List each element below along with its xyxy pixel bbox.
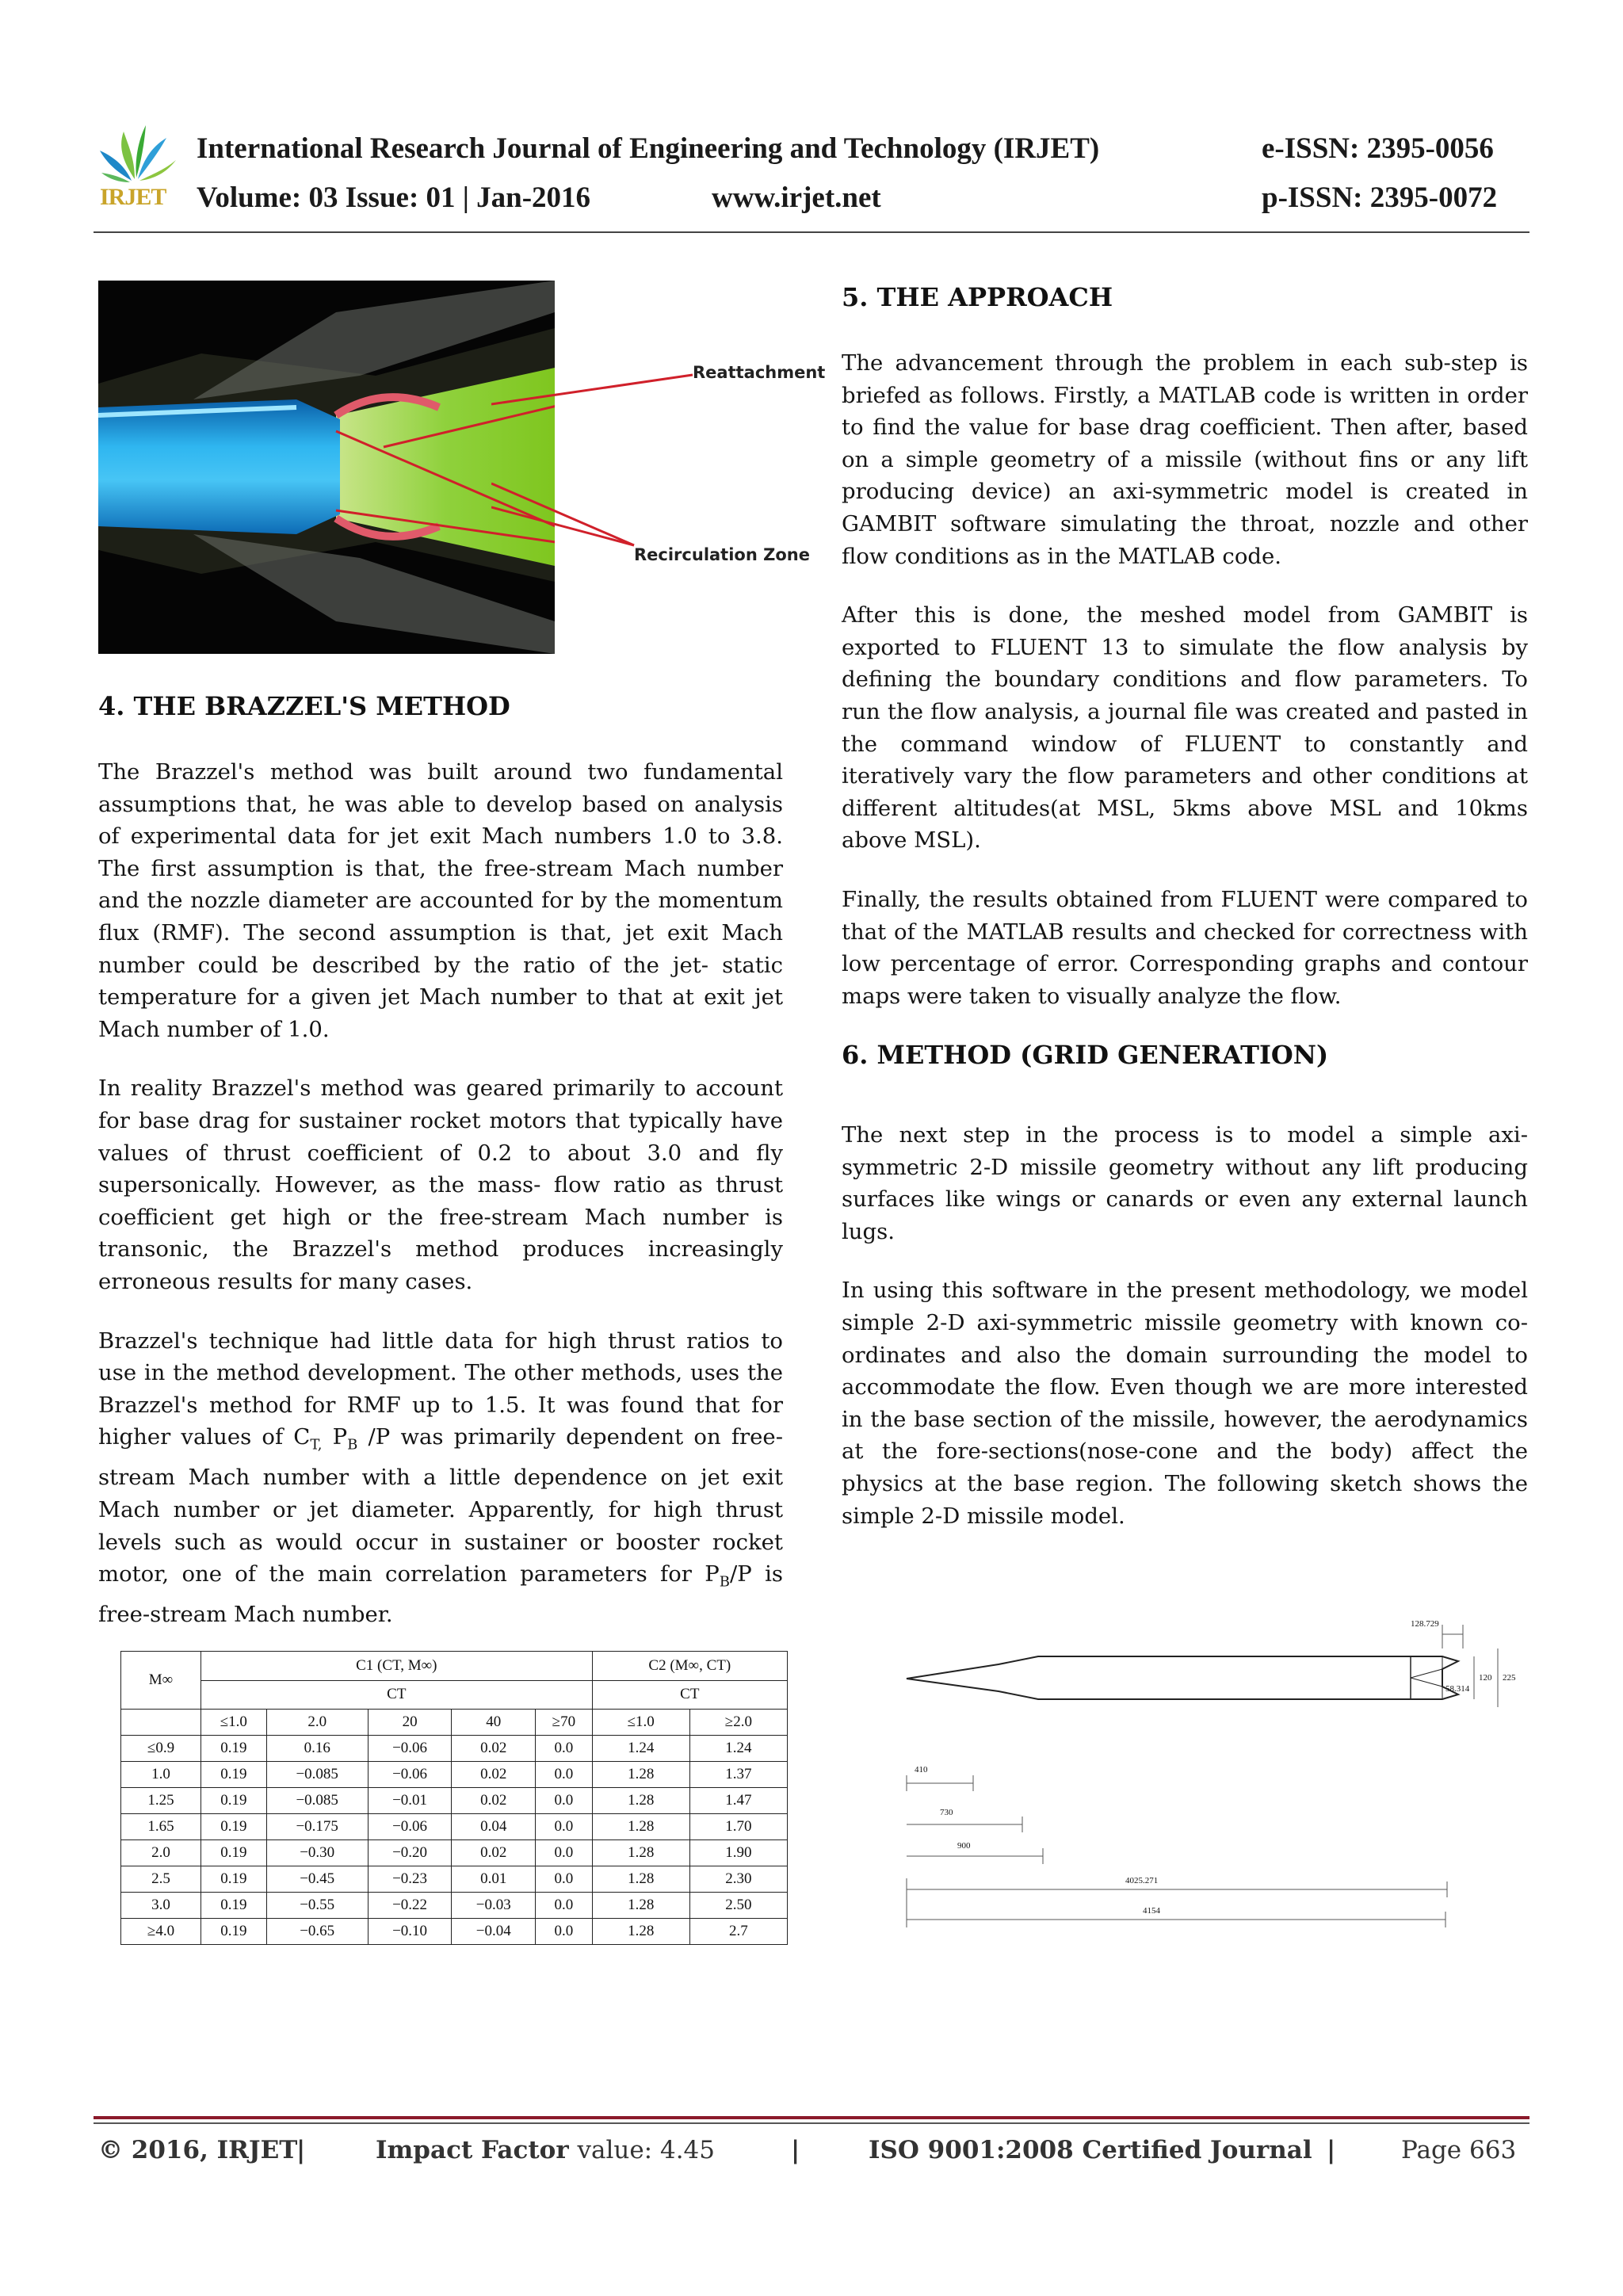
dim-label: 4025.271 xyxy=(1125,1876,1159,1885)
table-row: 2.0 0.19 −0.30 −0.20 0.02 0.0 1.28 1.90 xyxy=(121,1840,788,1866)
journal-website[interactable]: www.irjet.net xyxy=(712,181,881,214)
section4-heading: 4. THE BRAZZEL'S METHOD xyxy=(98,691,510,721)
e-issn: e-ISSN: 2395-0056 xyxy=(1262,132,1494,165)
header-ct-2: CT xyxy=(592,1680,787,1710)
label-recirculation-zone: Recirculation Zone xyxy=(634,545,810,564)
footer-separator: | xyxy=(791,2136,800,2164)
sub-header: ≥70 xyxy=(536,1710,593,1736)
section5-body xyxy=(842,347,1528,1039)
irjet-logo xyxy=(94,117,179,212)
dim-label: 128.729 xyxy=(1411,1619,1439,1629)
sub-header: 20 xyxy=(368,1710,452,1736)
footer-rule-top xyxy=(94,2116,1529,2119)
dim-label: 58.314 xyxy=(1445,1684,1470,1694)
header-c2: C2 (M∞, CT) xyxy=(592,1652,787,1681)
jet-flow-figure xyxy=(98,281,555,654)
header-mach: M∞ xyxy=(121,1652,201,1710)
sub-header: ≤1.0 xyxy=(592,1710,689,1736)
section5-paragraph-2: After this is done, the meshed model from GAMBIT is exported to FLUENT 13 to simulate the flow analysis by defining the boundary conditions and flow parameters. To run the flow analysis, a journal file was created and pasted in the command window of FLUENT to constantly and iteratively vary the flow parameters and other conditions at different altitudes(at MSL, 5kms above MSL and 10kms above MSL). xyxy=(842,602,1528,854)
table-row: 3.0 0.19 −0.55 −0.22 −0.03 0.0 1.28 2.50 xyxy=(121,1893,788,1919)
volume-issue: Volume: 03 Issue: 01 | Jan-2016 xyxy=(197,181,591,214)
journal-title: International Research Journal of Engineering and Technology (IRJET) xyxy=(197,132,1100,165)
footer-page-number: Page 663 xyxy=(1401,2136,1517,2164)
section4-paragraph-2: In reality Brazzel's method was geared primarily to account for base drag for sustainer rocket motors that typically have values of thrust coefficient of 0.2 to about 3.0 and fly supersonically. However, as the mass- flow ratio as thrust coefficient get high or the free-stream Mach number is transonic, the Brazzel's method produces increasingly erroneous results for many cases. xyxy=(98,1075,783,1294)
footer-impact-factor: Impact Factor value: 4.45 xyxy=(376,2136,715,2164)
dim-label: 900 xyxy=(957,1841,971,1851)
p-issn: p-ISSN: 2395-0072 xyxy=(1262,181,1498,214)
dim-label: 730 xyxy=(940,1808,953,1817)
table-row: 1.25 0.19 −0.085 −0.01 0.02 0.0 1.28 1.47 xyxy=(121,1788,788,1814)
dim-label: 410 xyxy=(915,1765,928,1775)
sub-header: 2.0 xyxy=(266,1710,368,1736)
section5-paragraph-1: The advancement through the problem in each sub-step is briefed as follows. Firstly, a MATLAB code is written in order to find the value for base drag coefficient. Then after, based on a simple geometry of a missile (without fins or any lift producing device) an axi-symmetric model is created in GAMBIT software simulating the throat, nozzle and other flow conditions as in the MATLAB code. xyxy=(842,350,1528,569)
table-cell xyxy=(121,1710,201,1736)
section4-paragraph-3: Brazzel's technique had little data for high thrust ratios to use in the method development. The other methods, uses the Brazzel's method for RMF up to 1.5. It was found that for higher values of $C_{T,}$ $P_B$ /P was primarily dependent on free-stream Mach number with a little dependence on jet exit Mach number or jet diameter. Apparently, for high thrust levels such as would occur in sustainer or booster rocket motor, one of the main correlation parameters for $P_B/P$ is free-stream Mach number. xyxy=(98,1328,783,1628)
dim-label: 225 xyxy=(1503,1673,1516,1683)
section4-paragraph-1: The Brazzel's method was built around two fundamental assumptions that, he was able to develop based on analysis of experimental data for jet exit Mach numbers 1.0 to 3.8. The first assumption is that, the free-stream Mach number and the nozzle diameter are accounted for by the momentum flux (RMF). The second assumption is that, jet exit Mach number could be described by the ratio of the jet- static temperature for a given jet Mach number to that at exit jet Mach number of 1.0. xyxy=(98,759,783,1042)
table-row: ≥4.0 0.19 −0.65 −0.10 −0.04 0.0 1.28 2.7 xyxy=(121,1919,788,1945)
footer-iso: ISO 9001:2008 Certified Journal xyxy=(869,2136,1312,2164)
table-row: 1.0 0.19 −0.085 −0.06 0.02 0.0 1.28 1.37 xyxy=(121,1762,788,1788)
table-row: 1.65 0.19 −0.175 −0.06 0.04 0.0 1.28 1.70 xyxy=(121,1814,788,1840)
sub-header: ≤1.0 xyxy=(201,1710,267,1736)
label-reattachment: Reattachment xyxy=(693,363,826,382)
header-c1: C1 (CT, M∞) xyxy=(201,1652,593,1681)
figure-pointer-lines xyxy=(491,349,824,571)
missile-sketch xyxy=(896,1609,1545,1942)
table-row: ≤0.9 0.19 0.16 −0.06 0.02 0.0 1.24 1.24 xyxy=(121,1736,788,1762)
sub-header: ≥2.0 xyxy=(689,1710,787,1736)
section6-body xyxy=(842,1119,1528,1559)
section6-paragraph-1: The next step in the process is to model a simple axi-symmetric 2-D missile geometry without any lift producing surfaces like wings or canards or even any external launch lugs. xyxy=(842,1122,1528,1244)
footer-copyright: © 2016, IRJET xyxy=(98,2136,298,2164)
logo-text: IRJET xyxy=(100,184,166,210)
section4-body xyxy=(98,756,783,1658)
dim-label: 4154 xyxy=(1143,1906,1160,1916)
table-row: 2.5 0.19 −0.45 −0.23 0.01 0.0 1.28 2.30 xyxy=(121,1866,788,1893)
footer-separator: | xyxy=(296,2136,306,2164)
section5-paragraph-3: Finally, the results obtained from FLUENT were compared to that of the MATLAB results and checked for correctness with low percentage of error. Corresponding graphs and contour maps were taken to visually analyze the flow. xyxy=(842,886,1528,1009)
section5-heading: 5. THE APPROACH xyxy=(842,282,1113,312)
section6-paragraph-2: In using this software in the present methodology, we model simple 2-D axi-symmetric missile geometry with known co-ordinates and also the domain surrounding the model to accommodate the flow. Even though we are more interested in the base section of the missile, however, the aerodynamics at the fore-sections(nose-cone and the body) affect the physics at the base region. The following sketch shows the simple 2-D missile model. xyxy=(842,1278,1528,1529)
header-rule xyxy=(94,231,1529,233)
section6-heading: 6. METHOD (GRID GENERATION) xyxy=(842,1040,1329,1070)
sub-header: 40 xyxy=(452,1710,536,1736)
footer-rule-bottom xyxy=(94,2122,1529,2124)
dim-label: 120 xyxy=(1479,1673,1492,1683)
footer-separator: | xyxy=(1327,2136,1336,2164)
header-ct-1: CT xyxy=(201,1680,593,1710)
base-pressure-coefficients-table xyxy=(120,1651,788,1945)
